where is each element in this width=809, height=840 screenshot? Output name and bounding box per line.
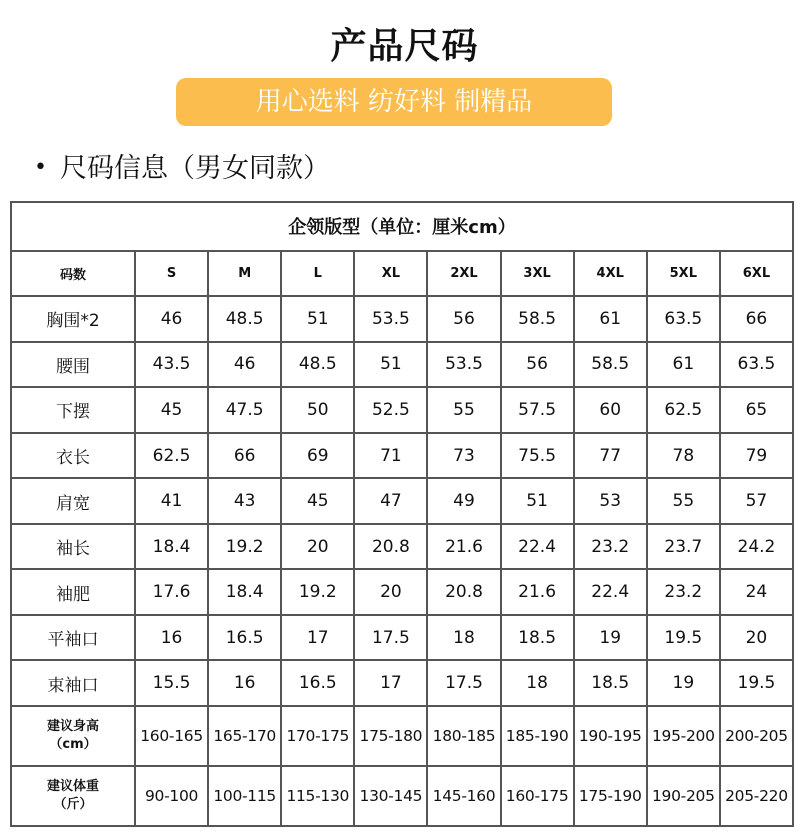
table-row [11, 569, 793, 615]
recommend-cell: 160-165 [135, 706, 208, 766]
table-cell: 58.5 [501, 296, 574, 342]
table-row [11, 296, 793, 342]
table-cell: 17.5 [354, 615, 427, 661]
table-cell: 79 [720, 433, 793, 479]
table-cell: 63.5 [647, 296, 720, 342]
table-row [11, 615, 793, 661]
table-caption: 企领版型（单位：厘米cm） [11, 202, 793, 251]
table-cell: 20 [281, 524, 354, 570]
table-cell: 53 [574, 478, 647, 524]
table-cell: 46 [208, 342, 281, 388]
table-cell: 47.5 [208, 387, 281, 433]
recommend-cell: 180-185 [427, 706, 500, 766]
table-cell: 49 [427, 478, 500, 524]
recommend-cell: 165-170 [208, 706, 281, 766]
recommend-cell: 175-180 [354, 706, 427, 766]
bullet-icon: • [34, 155, 47, 180]
table-cell: 21.6 [427, 524, 500, 570]
table-cell: 62.5 [647, 387, 720, 433]
table-cell: 56 [427, 296, 500, 342]
table-cell: 48.5 [281, 342, 354, 388]
size-header-cell: 4XL [574, 251, 647, 297]
table-cell: 19 [647, 660, 720, 706]
section-heading [34, 146, 330, 185]
table-cell: 48.5 [208, 296, 281, 342]
table-cell: 47 [354, 478, 427, 524]
table-row [11, 433, 793, 479]
size-header-cell: XL [354, 251, 427, 297]
table-cell: 18.4 [135, 524, 208, 570]
table-row [11, 660, 793, 706]
table-cell: 17 [281, 615, 354, 661]
table-cell: 21.6 [501, 569, 574, 615]
row-label: 衣长 [11, 433, 135, 479]
table-cell: 51 [501, 478, 574, 524]
table-cell: 61 [574, 296, 647, 342]
table-cell: 20 [720, 615, 793, 661]
table-cell: 19.5 [647, 615, 720, 661]
table-cell: 16 [135, 615, 208, 661]
recommend-label [11, 706, 135, 766]
section-heading-text: 尺码信息（男女同款） [60, 153, 330, 184]
size-header-cell: S [135, 251, 208, 297]
row-label: 平袖口 [11, 615, 135, 661]
recommend-cell: 170-175 [281, 706, 354, 766]
table-cell: 18.5 [501, 615, 574, 661]
table-cell: 75.5 [501, 433, 574, 479]
table-cell: 62.5 [135, 433, 208, 479]
row-label: 肩宽 [11, 478, 135, 524]
size-header-label: 码数 [11, 251, 135, 297]
table-cell: 15.5 [135, 660, 208, 706]
recommend-cell: 145-160 [427, 766, 500, 826]
table-cell: 23.7 [647, 524, 720, 570]
table-cell: 57.5 [501, 387, 574, 433]
table-cell: 51 [354, 342, 427, 388]
table-cell: 55 [647, 478, 720, 524]
row-label: 袖肥 [11, 569, 135, 615]
recommend-label-line2: （斤） [53, 796, 93, 812]
table-cell: 43 [208, 478, 281, 524]
recommend-cell: 115-130 [281, 766, 354, 826]
recommend-cell: 205-220 [720, 766, 793, 826]
size-header-cell: 2XL [427, 251, 500, 297]
recommend-label [11, 766, 135, 826]
table-cell: 16.5 [208, 615, 281, 661]
recommend-cell: 160-175 [501, 766, 574, 826]
recommend-label-line2: （cm） [49, 736, 97, 752]
table-cell: 65 [720, 387, 793, 433]
table-cell: 51 [281, 296, 354, 342]
table-cell: 50 [281, 387, 354, 433]
table-cell: 18.5 [574, 660, 647, 706]
table-cell: 66 [208, 433, 281, 479]
recommend-label-line1: 建议体重 [46, 778, 99, 794]
page-title: 产品尺码 [330, 26, 479, 67]
table-cell: 18 [501, 660, 574, 706]
table-cell: 58.5 [574, 342, 647, 388]
table-cell: 60 [574, 387, 647, 433]
table-row [11, 342, 793, 388]
table-cell: 41 [135, 478, 208, 524]
table-cell: 53.5 [427, 342, 500, 388]
table-cell: 43.5 [135, 342, 208, 388]
table-cell: 66 [720, 296, 793, 342]
table-cell: 16.5 [281, 660, 354, 706]
table-cell: 23.2 [574, 524, 647, 570]
table-row [11, 478, 793, 524]
recommend-row [11, 706, 793, 766]
row-label: 束袖口 [11, 660, 135, 706]
recommend-label-line1: 建议身高 [46, 718, 99, 734]
table-cell: 19.2 [281, 569, 354, 615]
table-cell: 53.5 [354, 296, 427, 342]
size-header-cell: M [208, 251, 281, 297]
table-cell: 19.5 [720, 660, 793, 706]
recommend-cell: 195-200 [647, 706, 720, 766]
table-cell: 69 [281, 433, 354, 479]
recommend-cell: 200-205 [720, 706, 793, 766]
table-cell: 22.4 [574, 569, 647, 615]
table-cell: 71 [354, 433, 427, 479]
table-cell: 24.2 [720, 524, 793, 570]
recommend-row [11, 766, 793, 826]
recommend-cell: 190-195 [574, 706, 647, 766]
recommend-cell: 190-205 [647, 766, 720, 826]
table-cell: 20 [354, 569, 427, 615]
slogan-banner: 用心选料 纺好料 制精品 [176, 78, 612, 126]
table-cell: 17 [354, 660, 427, 706]
table-cell: 73 [427, 433, 500, 479]
table-cell: 45 [281, 478, 354, 524]
table-cell: 45 [135, 387, 208, 433]
table-cell: 22.4 [501, 524, 574, 570]
table-cell: 19 [574, 615, 647, 661]
size-header-cell: 3XL [501, 251, 574, 297]
row-label: 腰围 [11, 342, 135, 388]
size-header-cell: 6XL [720, 251, 793, 297]
table-cell: 16 [208, 660, 281, 706]
row-label: 下摆 [11, 387, 135, 433]
table-cell: 57 [720, 478, 793, 524]
table-cell: 77 [574, 433, 647, 479]
table-cell: 63.5 [720, 342, 793, 388]
table-cell: 78 [647, 433, 720, 479]
row-label: 胸围*2 [11, 296, 135, 342]
table-cell: 18.4 [208, 569, 281, 615]
table-cell: 24 [720, 569, 793, 615]
row-label: 袖长 [11, 524, 135, 570]
table-cell: 46 [135, 296, 208, 342]
table-cell: 18 [427, 615, 500, 661]
table-row [11, 524, 793, 570]
recommend-cell: 185-190 [501, 706, 574, 766]
table-cell: 52.5 [354, 387, 427, 433]
recommend-cell: 130-145 [354, 766, 427, 826]
table-cell: 19.2 [208, 524, 281, 570]
table-cell: 23.2 [647, 569, 720, 615]
table-cell: 20.8 [427, 569, 500, 615]
recommend-cell: 175-190 [574, 766, 647, 826]
table-cell: 17.5 [427, 660, 500, 706]
table-cell: 20.8 [354, 524, 427, 570]
table-cell: 61 [647, 342, 720, 388]
table-cell: 56 [501, 342, 574, 388]
table-row [11, 387, 793, 433]
size-header-cell: 5XL [647, 251, 720, 297]
recommend-cell: 100-115 [208, 766, 281, 826]
recommend-cell: 90-100 [135, 766, 208, 826]
table-cell: 55 [427, 387, 500, 433]
table-cell: 17.6 [135, 569, 208, 615]
size-table [10, 201, 794, 827]
size-header-cell: L [281, 251, 354, 297]
